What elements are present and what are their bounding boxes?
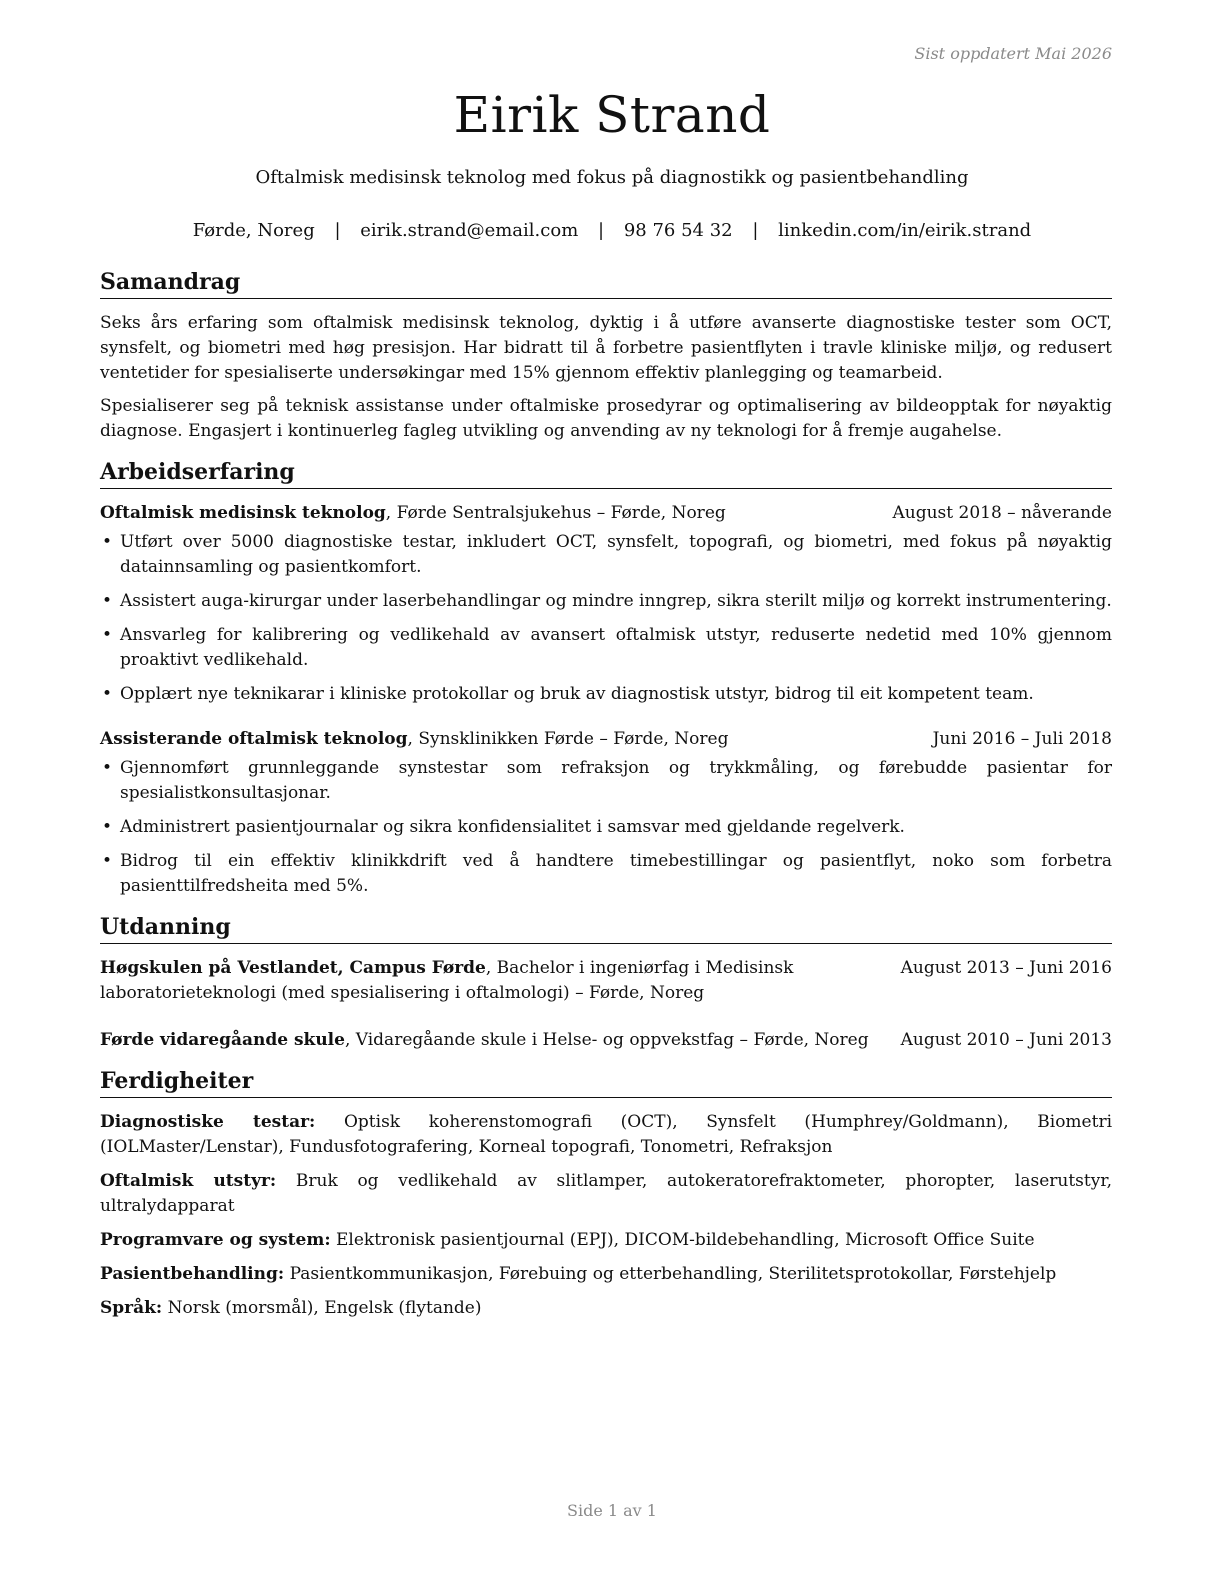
list-item: • Bidrog til ein effektiv klinikkdrift ved å handtere timebestillingar og pasientflyt, noko som forbetra pasienttilfredsheita med 5%. xyxy=(100,849,1112,899)
contact-separator: | xyxy=(598,220,605,241)
contact-separator: | xyxy=(334,220,341,241)
summary-section xyxy=(100,268,1112,444)
contact-email[interactable]: eirik.strand@email.com xyxy=(360,220,579,241)
skill-text: Pasientkommunikasjon, Førebuing og etterbehandling, Sterilitetsprotokollar, Førstehjelp xyxy=(284,1264,1057,1284)
contact-phone: 98 76 54 32 xyxy=(623,220,733,241)
page-number: Side 1 av 1 xyxy=(567,1501,657,1520)
job-dates: August 2018 – nåverande xyxy=(892,503,1112,523)
job-employer: , Synsklinikken Førde – Førde, Noreg xyxy=(407,729,729,749)
education-entry xyxy=(100,1028,1112,1053)
tagline: Oftalmisk medisinsk teknolog med fokus på diagnostikk og pasientbehandling xyxy=(255,167,969,188)
experience-section xyxy=(100,458,1112,899)
contact-separator: | xyxy=(752,220,759,241)
job-bullets xyxy=(100,756,1112,899)
job-header xyxy=(100,501,1112,526)
last-updated: Sist oppdatert Mai 2026 xyxy=(914,44,1112,63)
list-item: • Assistert auga-kirurgar under laserbehandlingar og mindre inngrep, sikra sterilt miljø og korrekt instrumentering. xyxy=(100,589,1112,614)
job-employer: , Førde Sentralsjukehus – Førde, Noreg xyxy=(385,503,726,523)
skill-text: Optisk koherenstomografi (OCT), Synsfelt (Humphrey/Goldmann), Biometri (IOLMaster/Lenstar), Fundusfotografering, Korneal topografi, Tonometri, Refraksjon xyxy=(100,1112,1113,1157)
contact-linkedin[interactable]: linkedin.com/in/eirik.strand xyxy=(778,220,1032,241)
job-role: Assisterande oftalmisk teknolog xyxy=(100,729,408,749)
skill-line xyxy=(100,1169,1112,1219)
education-dates: August 2013 – Juni 2016 xyxy=(900,958,1112,978)
section-heading: Arbeidserfaring xyxy=(100,458,1112,489)
job-header xyxy=(100,727,1112,752)
skill-text: Bruk og vedlikehald av slitlamper, autokeratorefraktometer, phoropter, laserutstyr, ultralydapparat xyxy=(100,1171,1112,1216)
education-section xyxy=(100,913,1112,1053)
list-item: • Opplært nye teknikarar i kliniske protokollar og bruk av diagnostisk utstyr, bidrog til eit kompetent team. xyxy=(100,682,1112,707)
skill-line xyxy=(100,1296,1112,1321)
list-item: • Administrert pasientjournalar og sikra konfidensialitet i samsvar med gjeldande regelverk. xyxy=(100,815,1112,840)
education-entry xyxy=(100,956,1112,1006)
candidate-name: Eirik Strand xyxy=(453,86,771,144)
job-entry xyxy=(100,501,1112,707)
education-school: Førde vidaregåande skule xyxy=(100,1030,345,1050)
list-item: • Ansvarleg for kalibrering og vedlikehald av avansert oftalmisk utstyr, reduserte nedetid med 10% gjennom proaktivt vedlikehald. xyxy=(100,623,1112,673)
contact-location: Førde, Noreg xyxy=(192,220,315,241)
section-heading: Samandrag xyxy=(100,268,1112,299)
skills-section xyxy=(100,1067,1112,1321)
job-dates: Juni 2016 – Juli 2018 xyxy=(932,729,1112,749)
education-dates: August 2010 – Juni 2013 xyxy=(900,1030,1112,1050)
list-item: • Gjennomført grunnleggande synstestar som refraksjon og trykkmåling, og førebudde pasientar for spesialistkonsultasjonar. xyxy=(100,756,1112,806)
skill-label: Pasientbehandling: xyxy=(100,1264,285,1284)
skill-label: Språk: xyxy=(100,1298,163,1318)
skill-text: Elektronisk pasientjournal (EPJ), DICOM-bildebehandling, Microsoft Office Suite xyxy=(330,1230,1035,1250)
skill-line xyxy=(100,1262,1112,1287)
skill-text: Norsk (morsmål), Engelsk (flytande) xyxy=(162,1298,482,1318)
education-school: Høgskulen på Vestlandet, Campus Førde xyxy=(100,958,486,978)
job-role: Oftalmisk medisinsk teknolog xyxy=(100,503,386,523)
skill-label: Diagnostiske testar: xyxy=(100,1112,316,1132)
resume-content xyxy=(100,268,1112,1335)
contact-line xyxy=(0,220,1224,241)
job-bullets xyxy=(100,530,1112,707)
skill-line xyxy=(100,1228,1112,1253)
section-heading: Ferdigheiter xyxy=(100,1067,1112,1098)
section-heading: Utdanning xyxy=(100,913,1112,944)
summary-paragraph: Seks års erfaring som oftalmisk medisinsk teknolog, dyktig i å utføre avanserte diagnostiske tester som OCT, synsfelt, og biometri med høg presisjon. Har bidratt til å forbetre pasientflyten i travle kliniske miljø, og redusert ventetider for spesialiserte undersøkingar med 15% gjennom effektiv planlegging og teamarbeid. xyxy=(100,313,1112,383)
skill-label: Oftalmisk utstyr: xyxy=(100,1171,277,1191)
summary-paragraph: Spesialiserer seg på teknisk assistanse under oftalmiske prosedyrar og optimalisering av bildeopptak for nøyaktig diagnose. Engasjert i kontinuerleg fagleg utvikling og anvending av ny teknologi for å fremje augahelse. xyxy=(100,396,1112,441)
skill-label: Programvare og system: xyxy=(100,1230,331,1250)
job-entry xyxy=(100,727,1112,899)
list-item: • Utført over 5000 diagnostiske testar, inkludert OCT, synsfelt, topografi, og biometri, med fokus på nøyaktig datainnsamling og pasientkomfort. xyxy=(100,530,1112,580)
skill-line xyxy=(100,1110,1112,1160)
education-detail: , Bachelor i ingeniørfag i Medisinsk laboratorieteknologi (med spesialisering i oftalmologi) – Førde, Noreg xyxy=(100,958,794,1003)
education-detail: , Vidaregåande skule i Helse- og oppvekstfag – Førde, Noreg xyxy=(344,1030,869,1050)
